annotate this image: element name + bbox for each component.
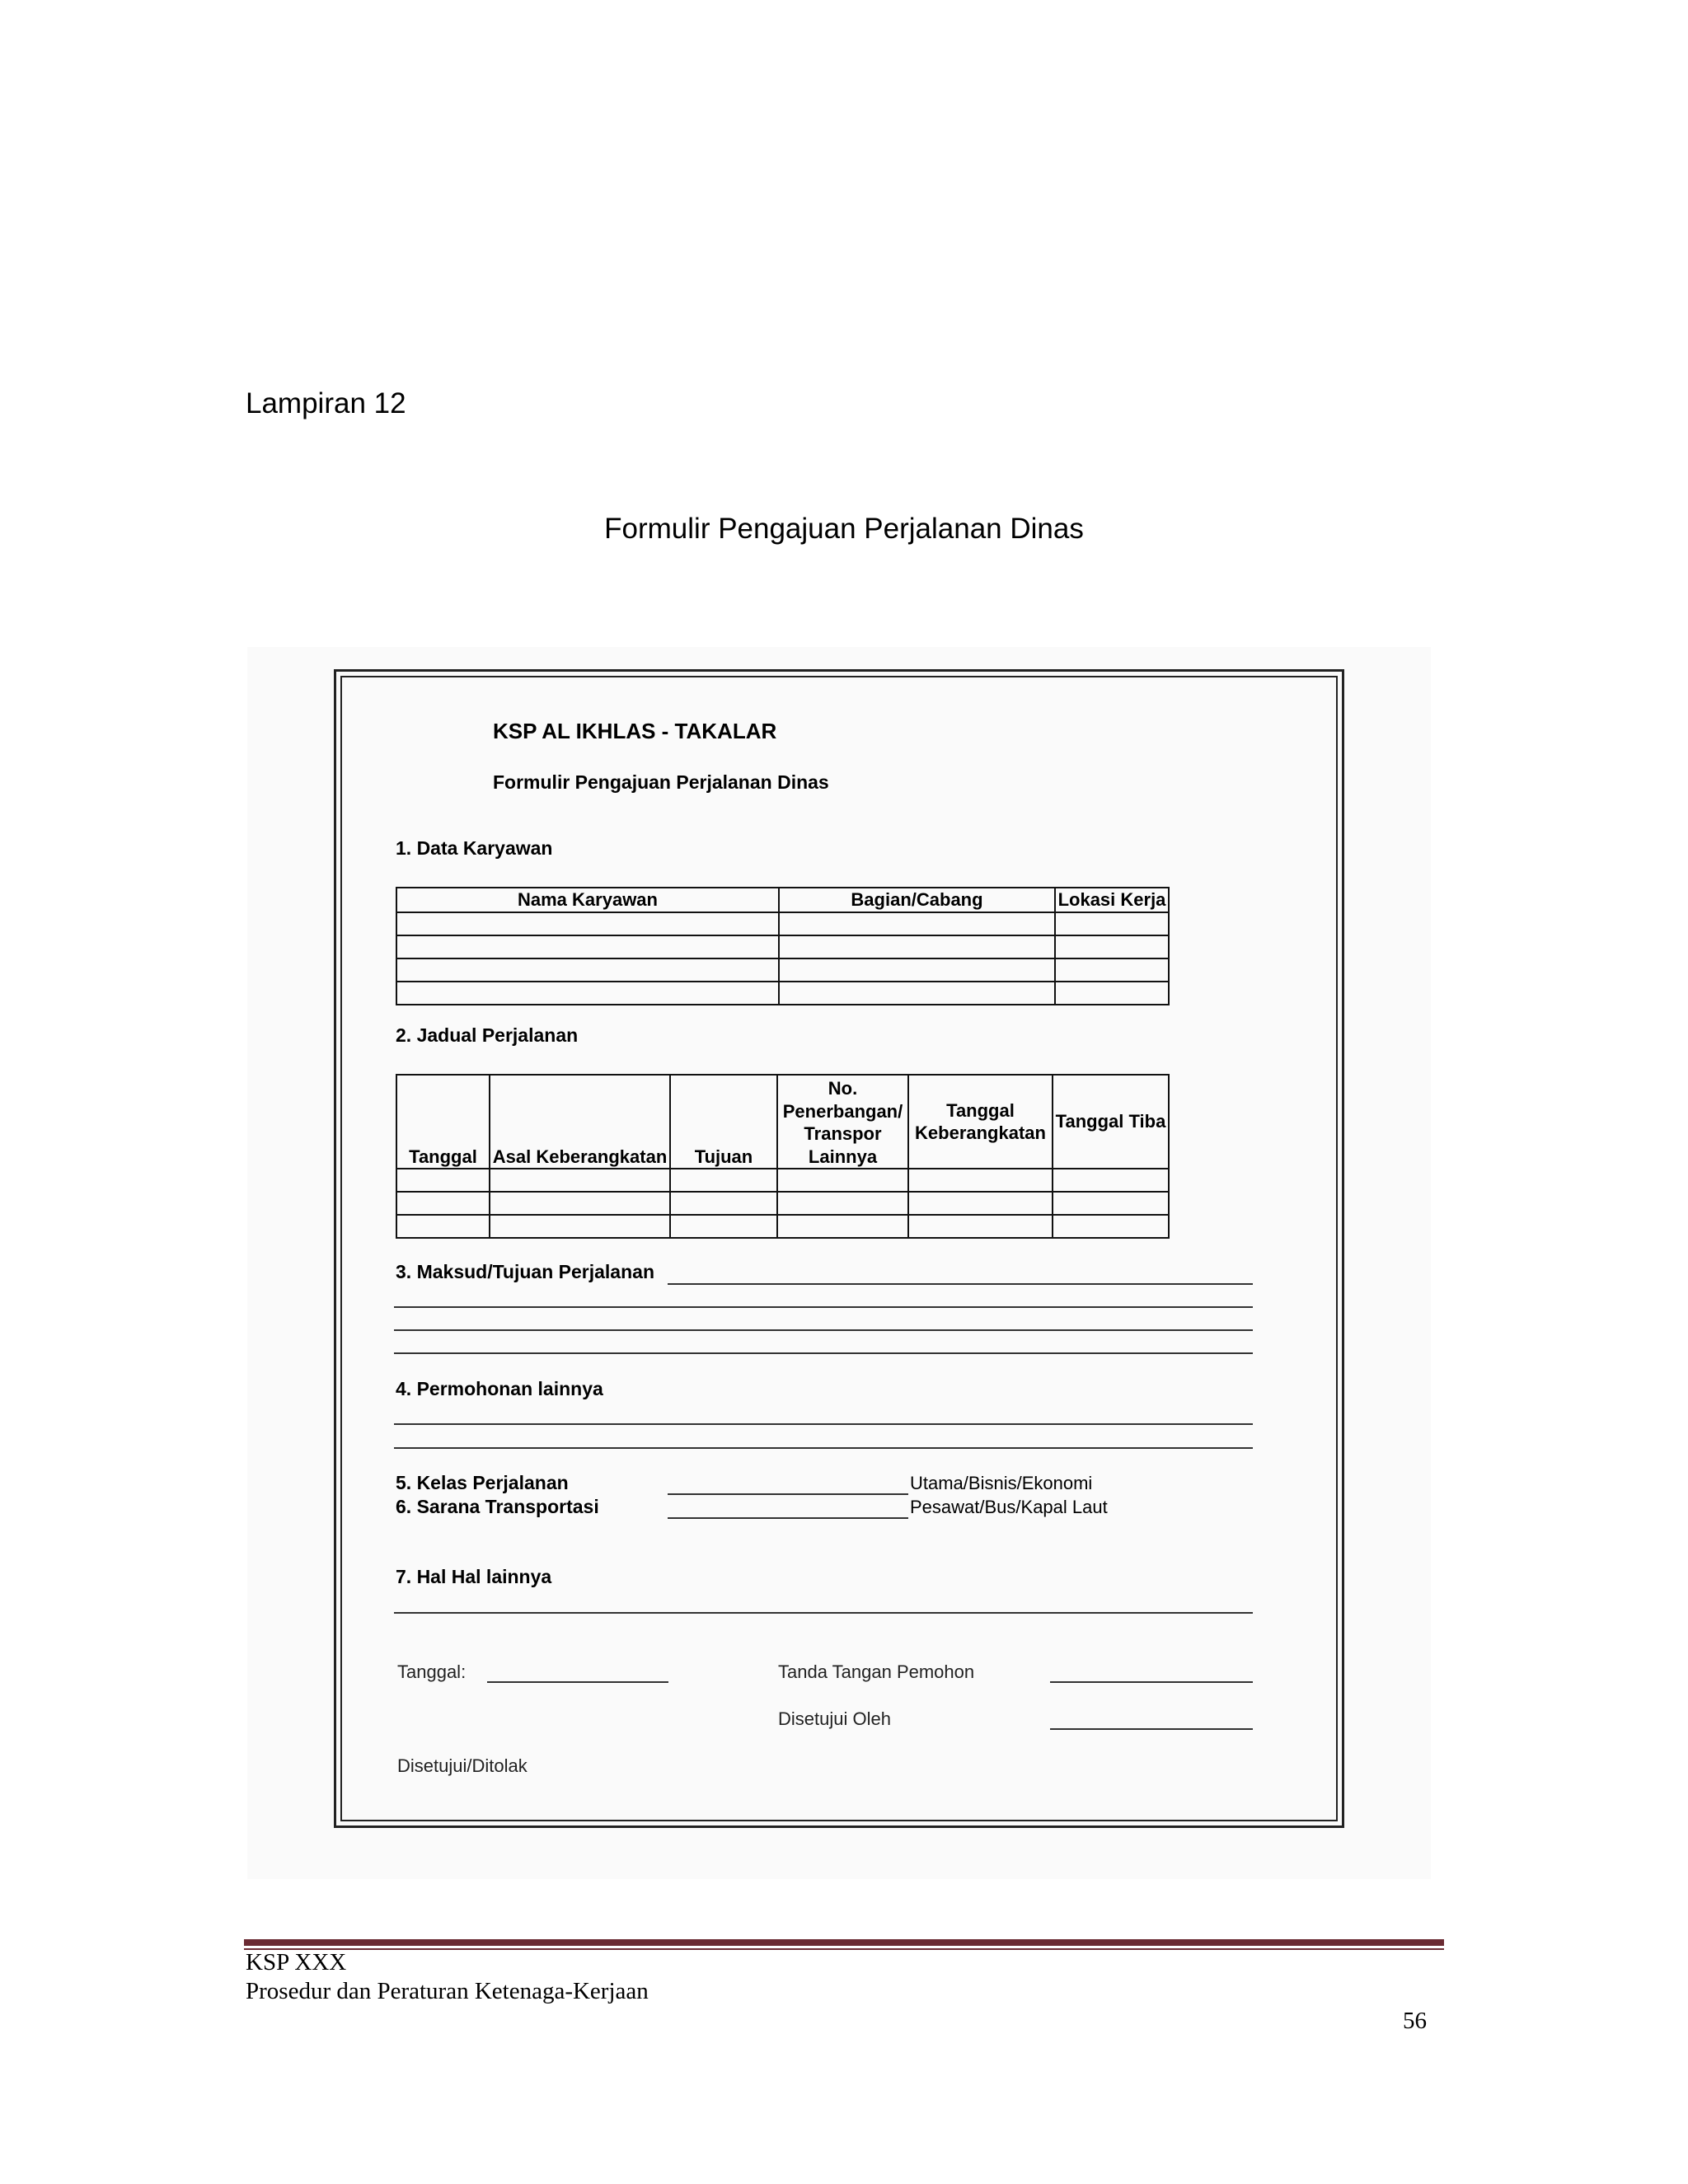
table-row <box>396 935 1169 958</box>
table-row <box>396 982 1169 1005</box>
footer-org: KSP XXX <box>246 1949 347 1975</box>
fill-line <box>394 1352 1253 1354</box>
page-number: 56 <box>1403 2008 1427 2034</box>
travel-class-options: Utama/Bisnis/Ekonomi <box>910 1473 1093 1493</box>
footer-rule-thin <box>244 1948 1444 1950</box>
form-subtitle: Formulir Pengajuan Perjalanan Dinas <box>493 771 829 793</box>
fill-line <box>394 1329 1253 1331</box>
table-row <box>396 912 1169 935</box>
approved-by-label: Disetujui Oleh <box>778 1708 891 1729</box>
fill-line <box>1050 1681 1253 1683</box>
applicant-signature-label: Tanda Tangan Pemohon <box>778 1661 975 1682</box>
fill-line <box>394 1306 1253 1308</box>
section-2-title: 2. Jadual Perjalanan <box>396 1024 579 1046</box>
employee-data-table <box>396 887 1170 1005</box>
fill-line <box>1050 1728 1253 1730</box>
table-row <box>396 958 1169 982</box>
fill-line <box>394 1423 1253 1425</box>
fill-line <box>668 1517 908 1519</box>
column-header: Lokasi Kerja <box>1055 888 1169 912</box>
document-title: Formulir Pengajuan Perjalanan Dinas <box>604 513 1084 545</box>
section-3-title: 3. Maksud/Tujuan Perjalanan <box>396 1261 654 1282</box>
approval-status-label: Disetujui/Ditolak <box>397 1755 528 1776</box>
column-header: Bagian/Cabang <box>779 888 1055 912</box>
section-7-title: 7. Hal Hal lainnya <box>396 1566 552 1587</box>
attachment-label: Lampiran 12 <box>246 387 406 419</box>
section-4-title: 4. Permohonan lainnya <box>396 1378 603 1399</box>
fill-line <box>394 1612 1253 1614</box>
footer-rule <box>244 1939 1444 1946</box>
column-header: Tanggal Tiba <box>1053 1075 1169 1169</box>
column-header: No. Penerbangan/ Transpor Lainnya <box>777 1075 908 1169</box>
transport-options: Pesawat/Bus/Kapal Laut <box>910 1497 1108 1517</box>
section-5-title: 5. Kelas Perjalanan <box>396 1472 569 1493</box>
section-6-title: 6. Sarana Transportasi <box>396 1496 599 1517</box>
fill-line <box>487 1681 668 1683</box>
column-header: Asal Keberangkatan <box>490 1075 670 1169</box>
organization-name: KSP AL IKHLAS - TAKALAR <box>493 719 777 743</box>
date-label: Tanggal: <box>397 1661 467 1682</box>
fill-line <box>668 1493 908 1495</box>
table-row <box>396 1215 1169 1238</box>
travel-schedule-table <box>396 1074 1170 1239</box>
table-row <box>396 1192 1169 1215</box>
column-header: Tujuan <box>670 1075 777 1169</box>
column-header: Tanggal Keberangkatan <box>908 1075 1053 1169</box>
fill-line <box>668 1283 1253 1285</box>
column-header: Nama Karyawan <box>396 888 779 912</box>
column-header: Tanggal <box>396 1075 490 1169</box>
table-row <box>396 1169 1169 1192</box>
section-1-title: 1. Data Karyawan <box>396 837 553 859</box>
footer-document-name: Prosedur dan Peraturan Ketenaga-Kerjaan <box>246 1978 649 2004</box>
fill-line <box>394 1447 1253 1449</box>
